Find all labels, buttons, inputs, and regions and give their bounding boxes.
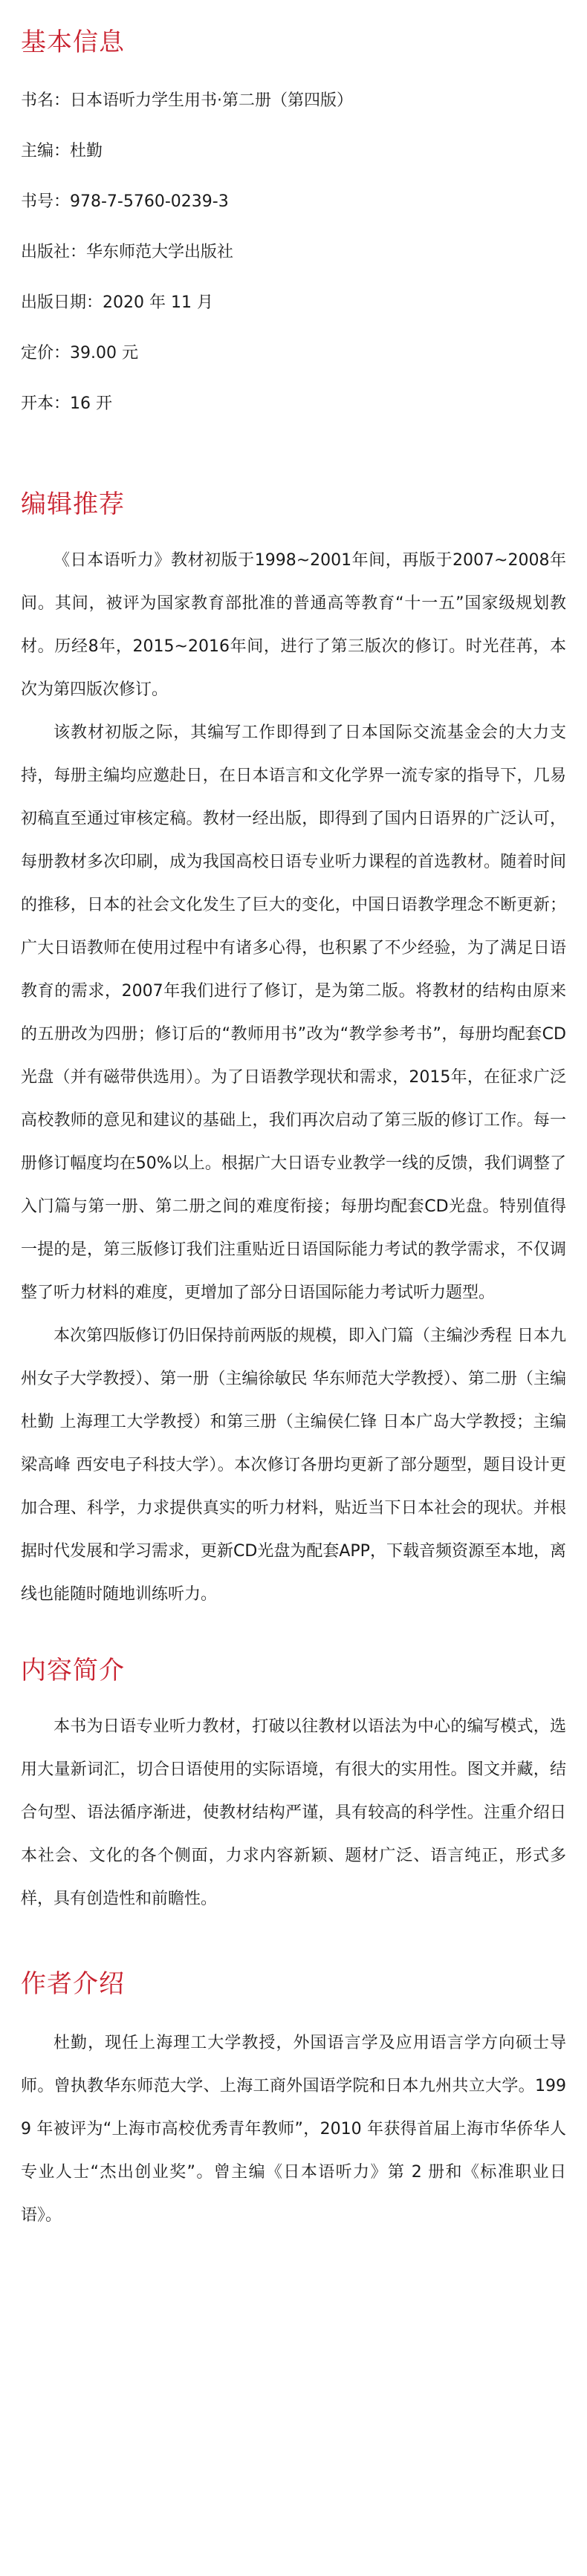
content-summary-section [21,1649,566,1921]
recommendation-paragraph: 本次第四版修订仍旧保持前两版的规模，即入门篇（主编沙秀程 日本九州女子大学教授）、第一册（主编徐敏民 华东师范大学教授）、第二册（主编杜勤 上海理工大学教授）和第三册（主编侯仁锋 日本广岛大学教授；主编梁高峰 西安电子科技大学）。本次修订各册均更新了部分题型，题目设计更加合理、科学，力求提供真实的听力材料，贴近当下日本社会的现状。并根据时代发展和学习需求，更新CD光盘为配套APP，下载音频资源至本地，离线也能随时随地训练听力。 [21,1327,566,1604]
publish-date-row: 出版日期：2020 年 11 月 [21,293,213,312]
author-intro-body [21,2022,566,2237]
author-paragraph: 杜勤，现任上海理工大学教授，外国语言学及应用语言学方向硕士导师。曾执教华东师范大学、上海工商外国语学院和日本九州共立大学。1999 年被评为“上海市高校优秀青年教师”，2010 年获得首届上海市华侨华人专业人士“杰出创业奖”。曾主编《日本语听力》第 2 册和《标准职业日语》。 [21,2034,566,2225]
editor-recommendation-title: 编辑推荐 [21,489,125,519]
author-intro-title: 作者介绍 [21,1969,125,1999]
recommendation-paragraph: 该教材初版之际，其编写工作即得到了日本国际交流基金会的大力支持，每册主编均应邀赴日，在日本语言和文化学界一流专家的指导下，几易初稿直至通过审核定稿。教材一经出版，即得到了国内日语界的广泛认可，每册教材多次印刷，成为我国高校日语专业听力课程的首选教材。随着时间的推移，日本的社会文化发生了巨大的变化，中国日语教学理念不断更新；广大日语教师在使用过程中有诸多心得，也积累了不少经验，为了满足日语教育的需求，2007年我们进行了修订，是为第二版。将教材的结构由原来的五册改为四册；修订后的“教师用书”改为“教学参考书”，每册均配套CD光盘（并有磁带供选用）。为了日语教学现状和需求，2015年，在征求广泛高校教师的意见和建议的基础上，我们再次启动了第三版的修订工作。每一册修订幅度均在50%以上。根据广大日语专业教学一线的反馈，我们调整了入门篇与第一册、第二册之间的难度衔接；每册均配套CD光盘。特别值得一提的是，第三版修订我们注重贴近日语国际能力考试的教学需求，不仅调整了听力材料的难度，更增加了部分日语国际能力考试听力题型。 [21,723,566,1302]
basic-info-section [21,21,566,429]
recommendation-paragraph: 《日本语听力》教材初版于1998~2001年间，再版于2007~2008年间。其间，被评为国家教育部批准的普通高等教育“十一五”国家级规划教材。历经8年，2015~2016年间，进行了第三版次的修订。时光荏苒，本次为第四版次修订。 [21,551,566,699]
isbn-row: 书号：978-7-5760-0239-3 [21,192,229,211]
content-summary-title: 内容简介 [21,1656,125,1685]
basic-info-list [21,76,566,429]
content-summary-body [21,1705,566,1921]
format-row: 开本：16 开 [21,394,112,413]
basic-info-title: 基本信息 [21,27,125,57]
author-intro-section [21,1962,566,2237]
book-title-row: 书名：日本语听力学生用书·第二册（第四版） [21,91,353,110]
price-row: 定价：39.00 元 [21,344,138,362]
editor-row: 主编：杜勤 [21,142,103,160]
editor-recommendation-section [21,483,566,1616]
summary-paragraph: 本书为日语专业听力教材，打破以往教材以语法为中心的编写模式，选用大量新词汇，切合日语使用的实际语境，有很大的实用性。图文并藏，结合句型、语法循序渐进，使教材结构严谨，具有较高的科学性。注重介绍日本社会、文化的各个侧面，力求内容新颖、题材广泛、语言纯正，形式多样，具有创造性和前瞻性。 [21,1717,566,1908]
editor-recommendation-body [21,539,566,1616]
publisher-row: 出版社：华东师范大学出版社 [21,243,234,261]
